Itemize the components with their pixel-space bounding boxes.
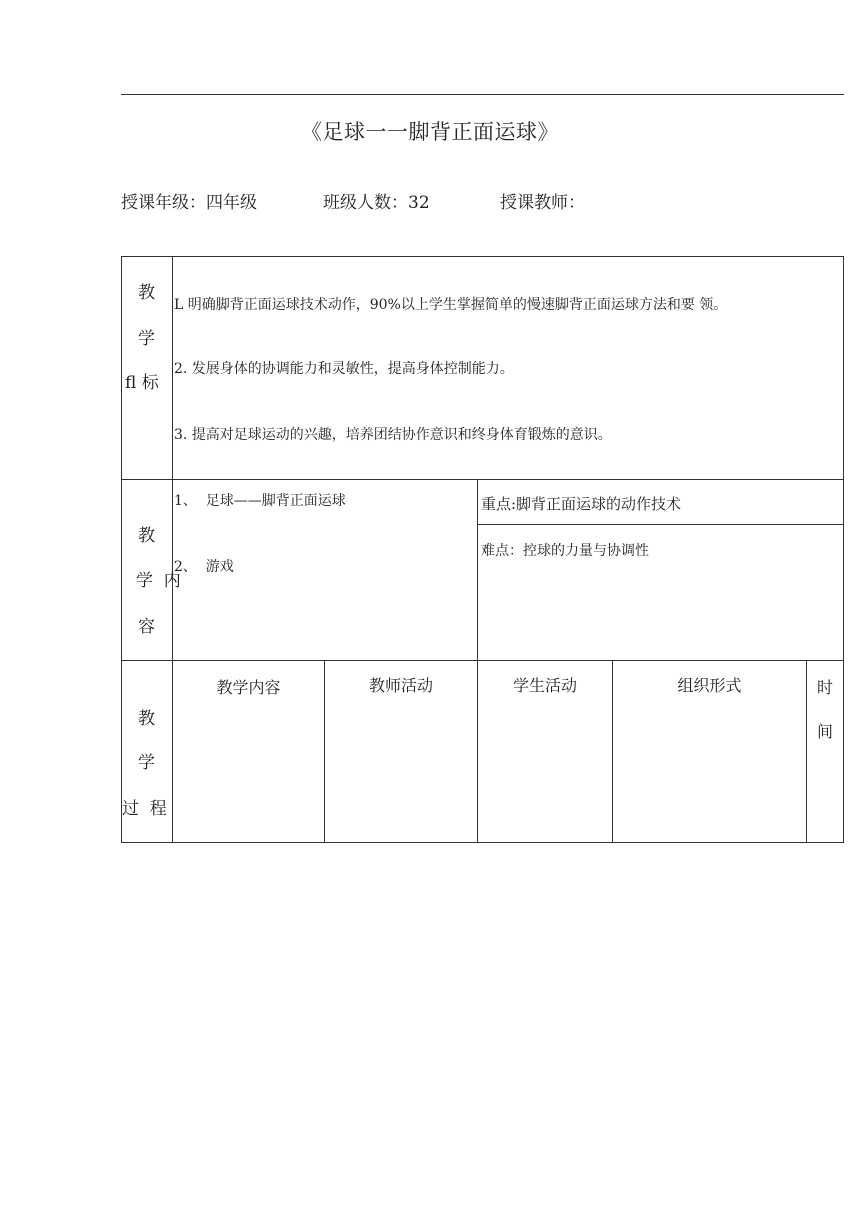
process-label-char-2: 学 <box>138 753 155 773</box>
header-teaching-content: 教学内容 <box>216 678 281 697</box>
content-label-char-3: 容 <box>138 617 155 637</box>
objectives-label-char-1: 教 <box>138 283 155 303</box>
header-student-activity: 学生活动 <box>512 676 577 695</box>
header-rule <box>121 94 844 95</box>
key-point-text: 重点:脚背正面运球的动作技术 <box>481 495 682 513</box>
content-item-1: 1、 足球——脚背正面运球 <box>174 493 346 509</box>
difficulty-text: 难点：控球的力量与协调性 <box>481 543 649 559</box>
objectives-label-char-2: 学 <box>138 329 155 349</box>
header-organization: 组织形式 <box>677 676 742 695</box>
process-label-char-3: 过 程 <box>122 799 167 819</box>
objective-item-3: 3. 提高对足球运动的兴趣，培养团结协作意识和终身体育锻炼的意识。 <box>174 427 612 443</box>
document-title: 《足球一一脚背正面运球》 <box>301 120 559 144</box>
grade-info: 授课年级：四年级 <box>121 193 257 213</box>
class-size-info: 班级人数：32 <box>323 193 430 213</box>
content-label-char-1: 教 <box>138 526 155 546</box>
content-label-char-2: 学 内 <box>136 571 181 591</box>
objective-item-2: 2. 发展身体的协调能力和灵敏性，提高身体控制能力。 <box>174 361 514 377</box>
time-header-char-2: 间 <box>817 722 834 741</box>
teacher-info: 授课教师： <box>500 193 585 213</box>
content-item-2: 2、 游戏 <box>174 559 234 575</box>
objective-item-1: L 明确脚背正面运球技术动作，90%以上学生掌握简单的慢速脚背正面运球方法和要 领。 <box>174 297 728 313</box>
process-label-char-1: 教 <box>138 709 155 729</box>
header-teacher-activity: 教师活动 <box>368 676 433 695</box>
objectives-label-char-3: fl 标 <box>125 373 159 393</box>
time-header-char-1: 时 <box>817 678 834 697</box>
